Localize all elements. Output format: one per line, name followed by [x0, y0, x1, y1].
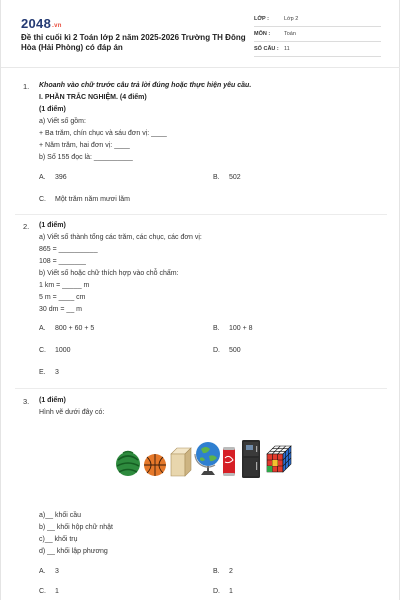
answer-option-a[interactable]: A. 3 — [39, 568, 59, 575]
soda-can-icon — [223, 447, 235, 476]
rubiks-cube-icon — [267, 446, 291, 472]
answer-option-c[interactable]: C. 1 — [39, 588, 59, 595]
site-logo[interactable]: 2048.vn — [21, 16, 62, 31]
document-header — [1, 0, 400, 68]
question-number: 1. — [23, 82, 30, 91]
answer-option-e[interactable]: E. 3 — [39, 369, 59, 376]
basketball-icon — [144, 454, 166, 476]
answer-option-a[interactable]: A. 800 + 60 + 5 — [39, 325, 95, 332]
divider — [15, 214, 387, 215]
question-text: 108 = _______ — [39, 258, 86, 265]
question-text: d) __ khối lập phương — [39, 548, 108, 555]
instruction: Khoanh vào chữ trước câu trả lời đúng hoặc thực hiện yêu cầu. — [39, 82, 252, 89]
answer-option-b[interactable]: B. 502 — [213, 174, 241, 181]
answer-option-c[interactable]: C. 1000 — [39, 347, 71, 354]
question-number: 2. — [23, 222, 30, 231]
question-text: b) Số 155 đọc là: __________ — [39, 154, 133, 161]
question-text: 5 m = ____ cm — [39, 294, 86, 301]
refrigerator-icon — [242, 440, 260, 478]
points-label: (1 điểm) — [39, 222, 66, 229]
question-number: 3. — [23, 397, 30, 406]
meta-subject: MÔN : Toán — [254, 30, 381, 42]
answer-option-a[interactable]: A. 396 — [39, 174, 67, 181]
watermelon-icon — [116, 452, 140, 477]
question-text: + Năm trăm, hai đơn vị: ____ — [39, 142, 130, 149]
question-text: b) Viết số hoặc chữ thích hợp vào chỗ chấm: — [39, 270, 179, 277]
divider — [15, 388, 387, 389]
globe-icon — [195, 442, 220, 475]
section-heading: I. PHẦN TRẮC NGHIỆM. (4 điểm) — [39, 94, 147, 101]
meta-class: LỚP : Lớp 2 — [254, 15, 381, 27]
question-text: a) Viết số gồm: — [39, 118, 86, 125]
meta-question-count: SỐ CÂU : 11 — [254, 45, 381, 57]
question-text: 30 dm = __ m — [39, 306, 82, 313]
answer-option-c[interactable]: C. Một trăm năm mươi lăm — [39, 196, 131, 203]
question-text: a) Viết số thành tổng các trăm, các chục, các đơn vị: — [39, 234, 202, 241]
question-text: + Ba trăm, chín chục và sáu đơn vị: ____ — [39, 130, 167, 137]
question-text: a)__ khối cầu — [39, 512, 82, 519]
points-label: (1 điểm) — [39, 106, 66, 113]
question-text: b) __ khối hộp chữ nhật — [39, 524, 113, 531]
answer-option-d[interactable]: D. 500 — [213, 347, 241, 354]
answer-option-d[interactable]: D. 1 — [213, 588, 233, 595]
question-text: c)__ khối trụ — [39, 536, 78, 543]
shapes-figure — [111, 416, 301, 486]
document-title: Đề thi cuối kì 2 Toán lớp 2 năm 2025-2026 Trường TH Đông Hòa (Hải Phòng) có đáp án — [21, 33, 246, 52]
question-text: 1 km = _____ m — [39, 282, 90, 289]
question-text: Hình vẽ dưới đây có: — [39, 409, 105, 416]
answer-option-b[interactable]: B. 2 — [213, 568, 233, 575]
answer-option-b[interactable]: B. 100 + 8 — [213, 325, 253, 332]
question-text: 865 = __________ — [39, 246, 98, 253]
points-label: (1 điểm) — [39, 397, 66, 404]
box-icon — [171, 448, 191, 476]
